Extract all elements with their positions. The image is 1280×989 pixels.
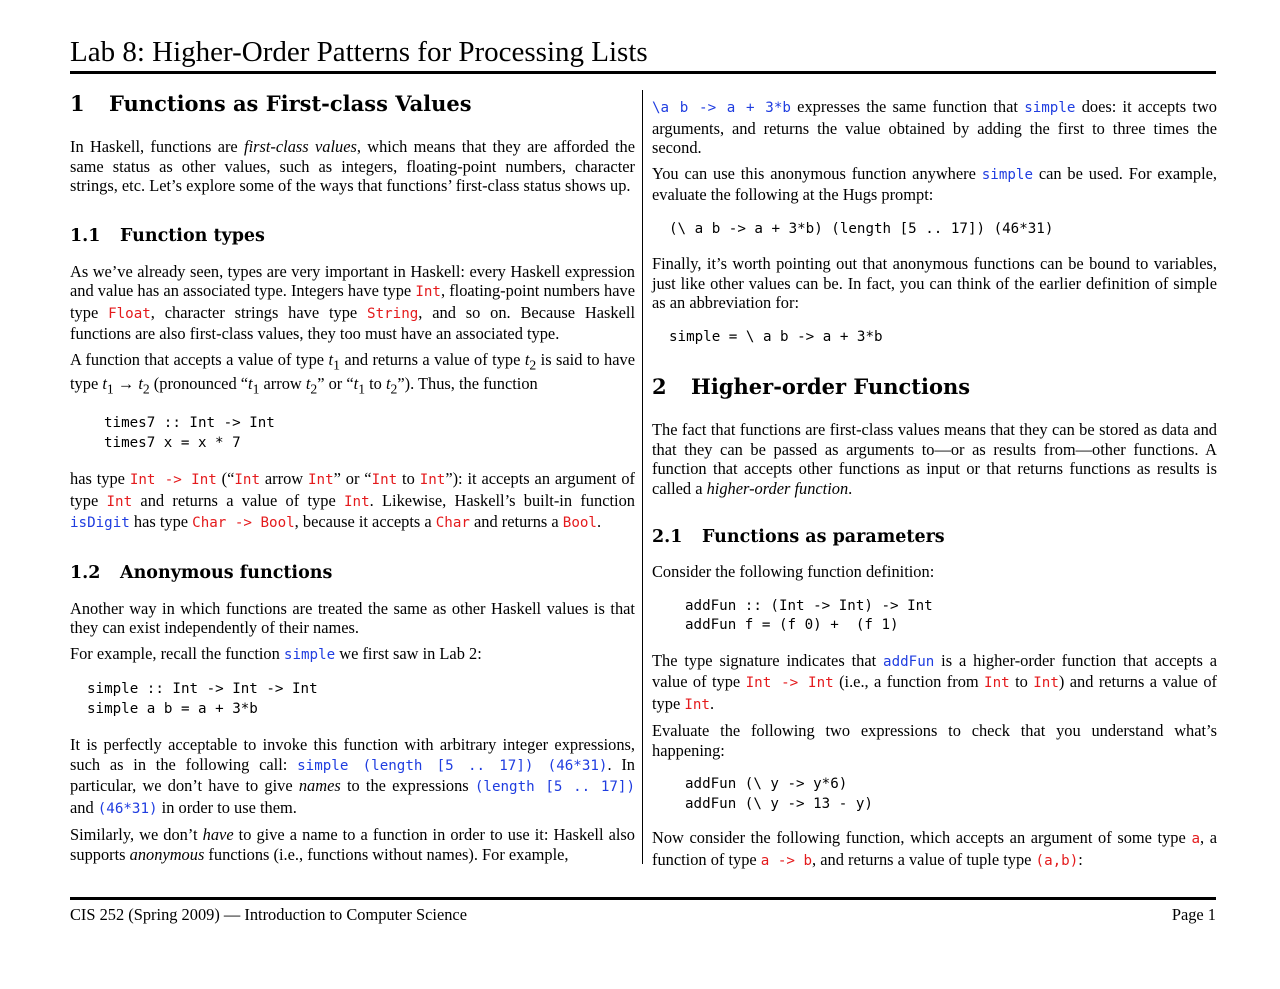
code-line: times7 :: Int -> Int [104, 415, 275, 432]
text: , because it accepts a [294, 512, 436, 532]
math-t: t [138, 374, 143, 394]
text: , which means that they are afforded the same status as other values, such as integers, floating-point numbers, character strings, etc. Let’s explore some of the ways that functions’ first-class status shows up. [70, 137, 635, 195]
text: , and returns a value of tuple type [812, 849, 1036, 869]
text: It is perfectly acceptable to invoke this function with arbitrary integer expressions, such as in the following call: [70, 735, 635, 774]
text: (pronounced “ [149, 374, 249, 394]
math-t: t [385, 374, 391, 394]
text: ” or “ [317, 374, 354, 394]
code-float: Float [108, 305, 151, 322]
text: and returns a [469, 512, 563, 532]
text: . Likewise, Haskell’s built-in function [369, 490, 635, 510]
emphasis: have [202, 825, 234, 845]
code-line: addFun (\ y -> y*6) [685, 776, 848, 792]
text: , and so on. Because Haskell functions are also first-class values, they too must have an associated type. [70, 302, 635, 343]
math-sub: 2 [529, 356, 537, 372]
code-expression: (46*31) [97, 800, 158, 817]
text: The type signature indicates that [652, 650, 884, 670]
left-column [70, 88, 635, 864]
section-title: Higher-order Functions [691, 374, 971, 399]
math-t: t [248, 374, 253, 394]
code-function: simple [1024, 100, 1076, 116]
text: has type [70, 469, 130, 489]
code-function: isDigit [70, 515, 130, 532]
code-type: Int -> Int [129, 472, 217, 489]
text: to [365, 374, 386, 394]
paragraph [70, 262, 635, 344]
text: (i.e., a function from [833, 672, 985, 691]
text: expresses the same function that [790, 97, 1025, 116]
text: ”): it accepts an argument of type [70, 469, 636, 510]
paragraph [70, 469, 635, 534]
section-title: Function types [120, 225, 265, 246]
text: and [70, 797, 98, 817]
paragraph: Another way in which functions are treated the same as other Haskell values is that they can exist independently of their names. [70, 598, 635, 638]
text: (“ [216, 469, 235, 489]
text: Similarly, we don’t [70, 825, 203, 845]
paragraph [652, 164, 1217, 205]
code-int: Int [415, 284, 441, 300]
text: Now consider the following function, which accepts an argument of some type [652, 828, 1192, 847]
code-int: Int [106, 493, 133, 510]
code-line: addFun f = (f 0) + (f 1) [685, 617, 899, 633]
text: , character strings have type [150, 302, 368, 322]
math-t: t [328, 349, 334, 369]
code-type-var: a [1191, 831, 1200, 847]
text: ” or “ [333, 469, 372, 489]
text: , floating-point numbers have type [70, 281, 635, 322]
text: A function that accepts a value of type [70, 349, 329, 369]
text: to [397, 469, 420, 489]
math-sub: 2 [142, 381, 150, 397]
math-t: t [102, 374, 107, 394]
text: . In particular, we don’t have to give [70, 754, 635, 796]
code-block [652, 220, 1217, 240]
section-1-2-heading [70, 560, 635, 586]
paragraph [70, 137, 635, 196]
math-t: t [353, 374, 359, 394]
emphasis: first-class values [244, 137, 357, 156]
math-t: t [305, 374, 311, 394]
code-function: simple [981, 166, 1033, 183]
code-int: Int [684, 696, 710, 713]
code-type: Char -> Bool [192, 515, 295, 532]
text: to give a name to a function in order to use it: Haskell also supports [70, 825, 635, 864]
section-number: 1.1 [70, 225, 101, 246]
code-line: simple a b = a + 3*b [87, 700, 258, 717]
text: For example, recall the function [70, 643, 284, 663]
text: is said to have type [70, 349, 635, 394]
text: and returns a value of type [132, 490, 345, 510]
text: The fact that functions are first-class values means that they can be stored as data and that they can be passed as arguments to—or as results from—other functions. A function that accepts other functions as input or that returns functions as results is called a [652, 420, 1217, 498]
section-title: Functions as parameters [702, 527, 945, 547]
code-block [652, 775, 1217, 814]
text: in order to use them. [157, 797, 297, 817]
text: , a function of type [652, 828, 1218, 869]
section-number: 1 [70, 91, 85, 116]
math-sub: 1 [333, 356, 340, 372]
math-sub: 2 [310, 381, 318, 397]
footer-page-number: Page 1 [1171, 905, 1216, 924]
code-int: Int [984, 675, 1010, 691]
text: we first saw in Lab 2: [335, 643, 482, 663]
text: has type [129, 512, 193, 532]
math-t: t [524, 349, 530, 369]
code-block [70, 680, 635, 719]
arrow: → [113, 374, 139, 394]
code-block [652, 328, 1217, 348]
paragraph: Consider the following function definition: [652, 562, 935, 581]
right-column [652, 97, 1217, 871]
text: functions (i.e., functions without names). For example, [204, 844, 569, 864]
code-int: Int [234, 472, 261, 489]
text: arrow [260, 469, 308, 489]
text: does: it accepts two arguments, and returns the value obtained by adding the first to three times the second. [652, 97, 1217, 157]
code-int: Int [1033, 675, 1059, 691]
footer-course: CIS 252 (Spring 2009) — Introduction to Computer Science [70, 905, 467, 924]
page-title: Lab 8: Higher-Order Patterns for Processing Lists [70, 36, 648, 68]
text: is a higher-order function that accepts a value of type [652, 650, 1217, 691]
section-1-heading [70, 88, 635, 120]
text: and returns a value of type [339, 349, 525, 369]
top-rule [70, 71, 1216, 74]
paragraph [652, 828, 1217, 871]
section-number: 1.2 [70, 562, 101, 583]
code-int: Int [419, 472, 446, 489]
code-lambda: \a b -> a + 3*b [652, 100, 791, 116]
text: As we’ve already seen, types are very important in Haskell: every Haskell expression and value has an associated type. Integers have type [70, 261, 635, 300]
paragraph [652, 651, 1217, 716]
text: . [596, 512, 602, 532]
text: . [848, 478, 853, 498]
text: . [709, 693, 715, 713]
code-line: simple = \ a b -> a + 3*b [669, 328, 883, 345]
code-block [652, 597, 1217, 636]
text: can be used. For example, evaluate the following at the Hugs prompt: [652, 163, 1217, 204]
text: ”). Thus, the function [397, 374, 538, 394]
code-function: addFun [883, 653, 935, 670]
section-number: 2.1 [652, 527, 683, 547]
column-separator [642, 90, 643, 864]
code-block [70, 414, 635, 453]
section-number: 2 [652, 374, 667, 399]
paragraph [652, 97, 1217, 158]
code-bool: Bool [562, 515, 597, 532]
text: to [1009, 672, 1034, 691]
text: ) and returns a value of type [652, 672, 1217, 713]
math-sub: 2 [390, 381, 398, 397]
code-line: addFun :: (Int -> Int) -> Int [685, 597, 933, 614]
section-2-heading [652, 371, 1217, 403]
code-string: String [367, 305, 419, 322]
code-char: Char [435, 515, 470, 532]
code-expression: (length [5 .. 17]) [474, 779, 635, 796]
paragraph [652, 420, 1217, 498]
math-sub: 1 [252, 381, 260, 397]
section-title: Functions as First-class Values [109, 91, 472, 116]
text: In Haskell, functions are [70, 137, 245, 156]
text: : [1078, 849, 1083, 869]
section-title: Anonymous functions [120, 562, 333, 583]
paragraph [70, 350, 635, 400]
paragraph: Evaluate the following two expressions to check that you understand what’s happening: [652, 721, 1217, 760]
code-int: Int [344, 493, 370, 510]
emphasis: names [298, 776, 341, 796]
code-line: (\ a b -> a + 3*b) (length [5 .. 17]) (46*31) [669, 220, 1054, 237]
paragraph [70, 825, 635, 864]
code-int: Int [371, 472, 398, 489]
emphasis: anonymous [129, 844, 205, 864]
section-2-1-heading [652, 524, 1217, 550]
paragraph [70, 735, 635, 819]
code-line: times7 x = x * 7 [104, 434, 241, 451]
bottom-rule [70, 897, 1216, 900]
math-sub: 1 [106, 381, 114, 397]
code-int: Int [307, 472, 334, 489]
emphasis: higher-order function [706, 478, 849, 498]
text: You can use this anonymous function anywhere [652, 163, 982, 183]
paragraph [70, 644, 635, 666]
code-function: simple [283, 646, 336, 663]
code-type: a -> b [760, 852, 813, 869]
math-sub: 1 [358, 381, 366, 397]
code-line: simple :: Int -> Int -> Int [87, 681, 318, 698]
paragraph: Finally, it’s worth pointing out that anonymous functions can be bound to variables, just like other values can be. In fact, you can think of the earlier definition of simple as an abbreviation for: [652, 254, 1217, 312]
code-call: simple (length [5 .. 17]) (46*31) [297, 757, 608, 774]
text: to the expressions [340, 776, 475, 796]
section-1-1-heading [70, 223, 635, 249]
code-line: addFun (\ y -> 13 - y) [685, 795, 873, 812]
code-type: Int -> Int [745, 675, 834, 691]
text: arrow [259, 374, 306, 394]
code-tuple-type: (a,b) [1035, 852, 1079, 869]
